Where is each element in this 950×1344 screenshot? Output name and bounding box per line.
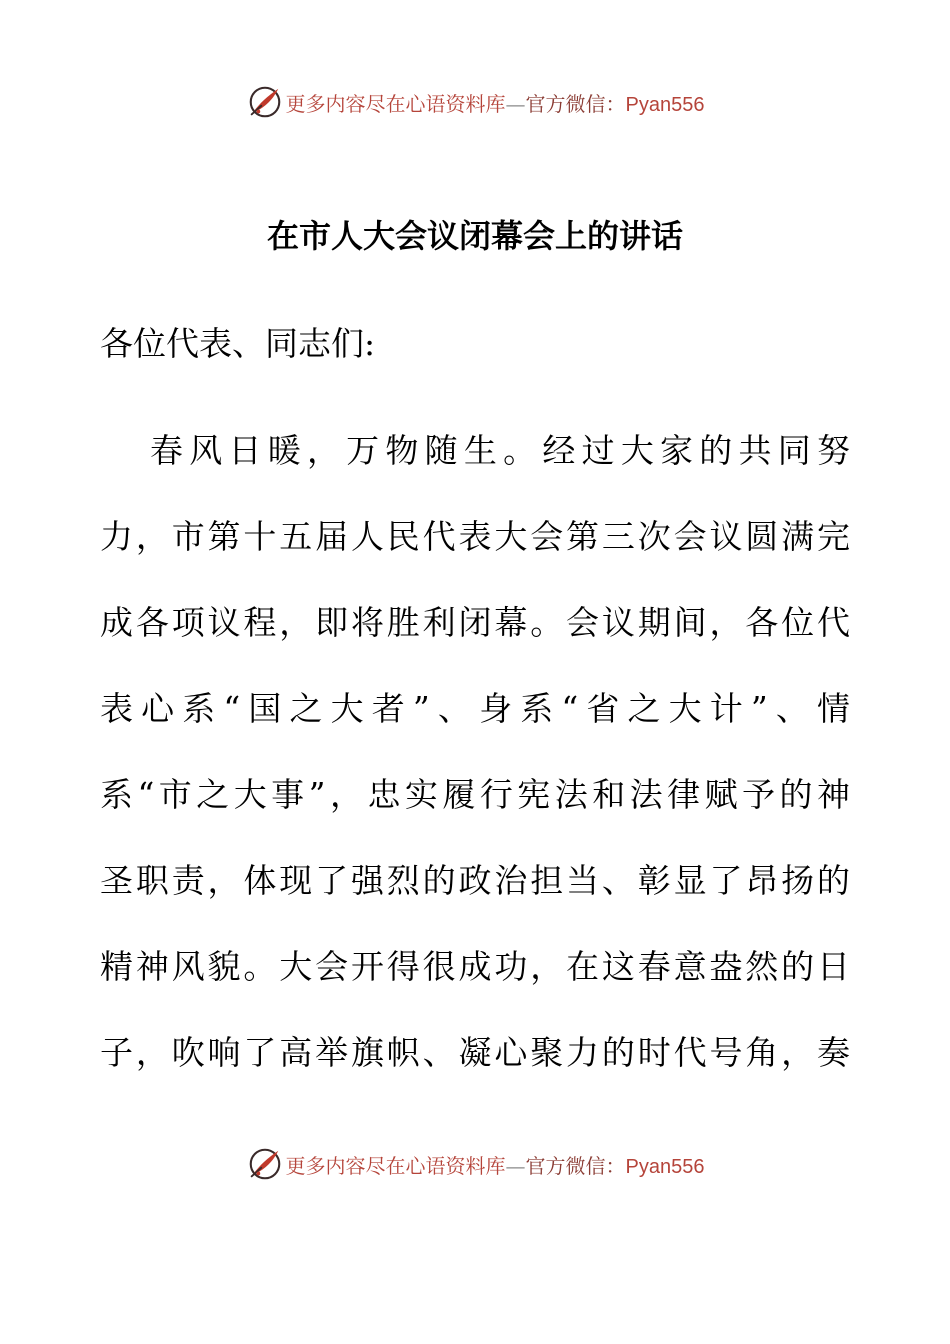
footer-banner (0, 1142, 950, 1186)
quill-pen-circle-icon (246, 1145, 284, 1183)
paragraph-line: 精神风貌。大会开得很成功，在这春意盎然的日 (100, 947, 850, 986)
header-banner (0, 80, 950, 124)
salutation: 各位代表、同志们: (100, 324, 376, 363)
paragraph-line: 圣职责，体现了强烈的政治担当、彰显了昂扬的 (100, 861, 850, 900)
paragraph-line: 力，市第十五届人民代表大会第三次会议圆满完 (100, 517, 850, 556)
header-site-text: 更多内容尽在心语资料库 (285, 91, 506, 116)
footer-wechat-label: 官方微信： (525, 1153, 626, 1178)
paragraph-line: 子，吹响了高举旗帜、凝心聚力的时代号角，奏 (100, 1033, 850, 1072)
footer-wechat-id: Pyan556 (625, 1155, 705, 1178)
header-banner-text (286, 88, 705, 117)
paragraph-line: 成各项议程，即将胜利闭幕。会议期间，各位代 (100, 603, 850, 642)
paragraph-line: 表心系“国之大者”、身系“省之大计”、情 (100, 689, 850, 728)
paragraph-line: 系“市之大事”，忠实履行宪法和法律赋予的神 (100, 775, 850, 814)
document-title: 在市人大会议闭幕会上的讲话 (266, 217, 683, 255)
footer-site-text: 更多内容尽在心语资料库 (285, 1153, 506, 1178)
header-wechat-id: Pyan556 (625, 93, 705, 116)
body-paragraph (100, 408, 850, 1096)
footer-separator: — (505, 1153, 526, 1178)
footer-banner-text (286, 1150, 705, 1179)
header-separator: — (505, 91, 526, 116)
header-wechat-label: 官方微信： (525, 91, 626, 116)
quill-pen-circle-icon (246, 83, 284, 121)
paragraph-line: 春风日暖，万物随生。经过大家的共同努 (150, 431, 850, 470)
